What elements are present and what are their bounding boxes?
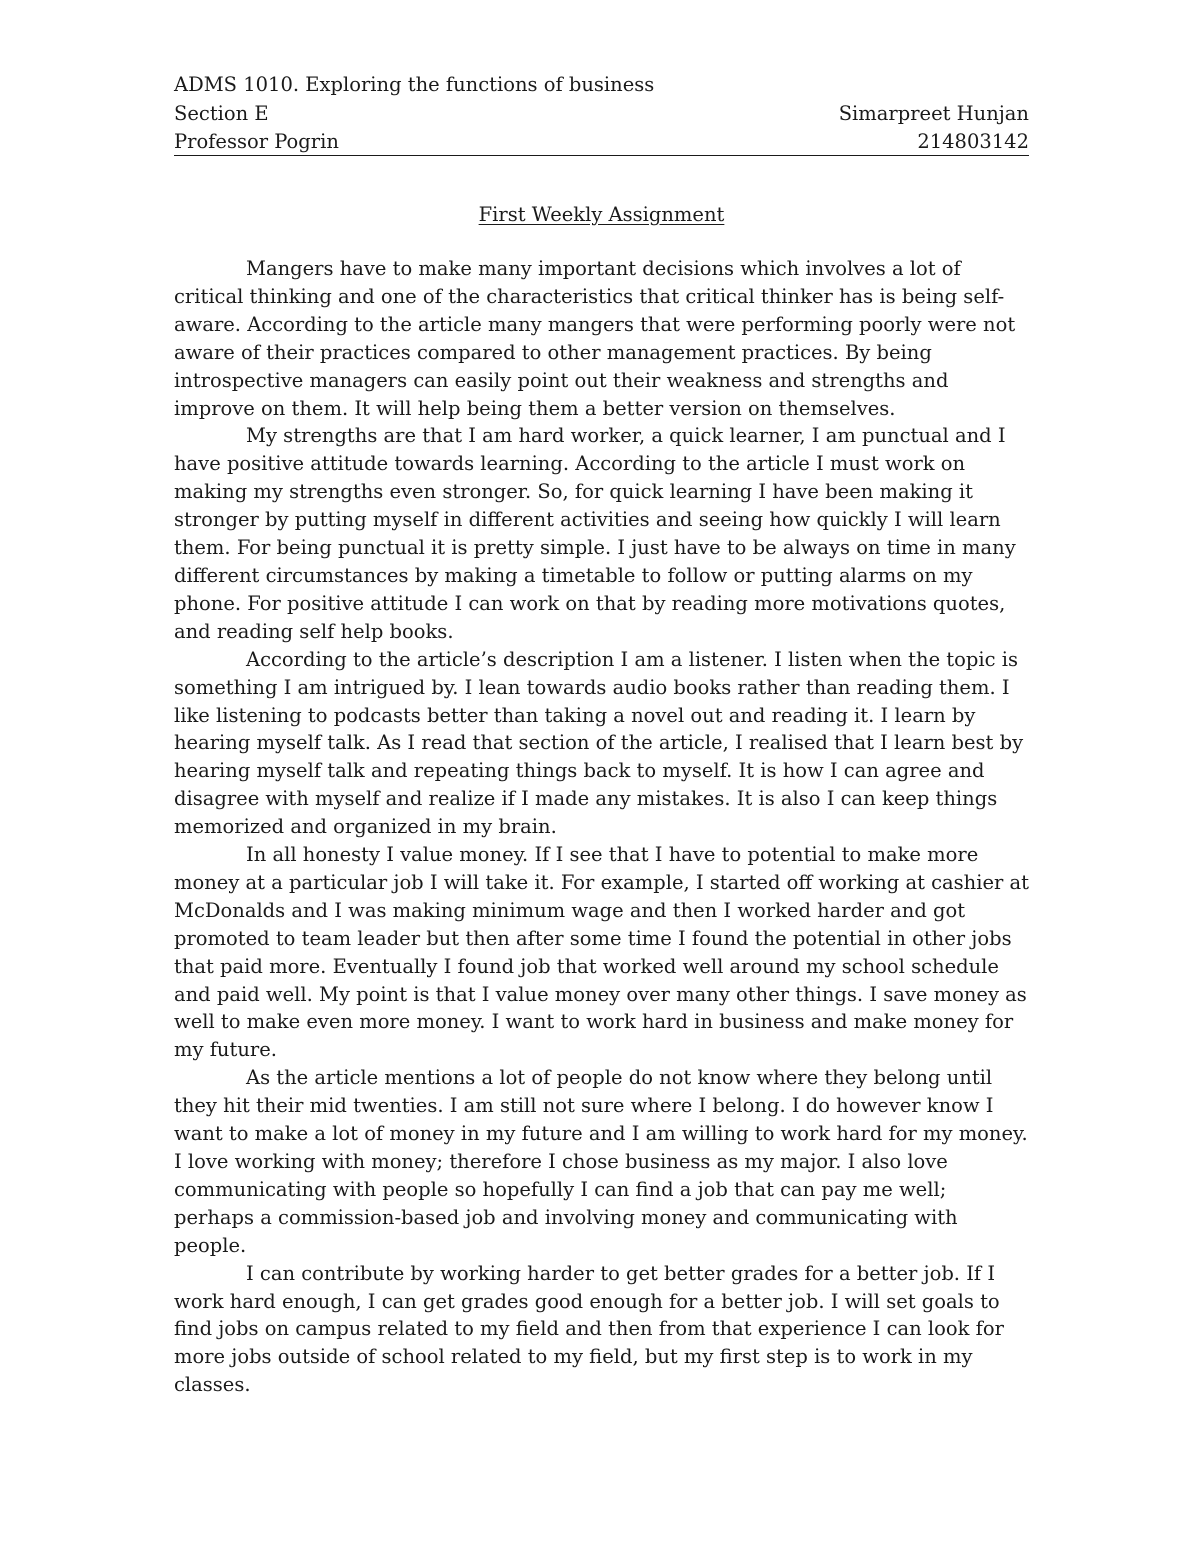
paragraph-6: I can contribute by working harder to get better grades for a better job. If I work hard enough, I can get grades good enough for a better job. I will set goals to find jobs on campus related to my field and then from that experience I can look for more jobs outside of school related to my field, but my first step is to work in my classes. <box>174 1261 1004 1397</box>
header-section-line <box>174 99 1029 128</box>
title-block <box>174 201 1029 229</box>
course-title: ADMS 1010. Exploring the functions of business <box>174 73 655 96</box>
paragraph-4: In all honesty I value money. If I see that I have to potential to make more money at a particular job I will take it. For example, I started off working at cashier at McDonalds and I was making minimum wage and then I worked harder and got promoted to team leader but then after some time I found the potential in other jobs that paid more. Eventually I found job that worked well around my school schedule and paid well. My point is that I value money over many other things. I save money as well to make even more money. I want to work hard in business and make money for my future. <box>174 843 1030 1062</box>
paragraph-1: Mangers have to make many important decisions which involves a lot of critical thinking and one of the characteristics that critical thinker has is being self-aware. According to the article many mangers that were performing poorly were not aware of their practices compared to other management practices. By being introspective managers can easily point out their weakness and strengths and improve on them. It will help being them a better version on themselves. <box>174 257 1016 420</box>
paragraph-2: My strengths are that I am hard worker, a quick learner, I am punctual and I have positive attitude towards learning. According to the article I must work on making my strengths even stronger. So, for quick learning I have been making it stronger by putting myself in different activities and seeing how quickly I will learn them. For being punctual it is pretty simple. I just have to be always on time in many different circumstances by making a timetable to follow or putting alarms on my phone. For positive attitude I can work on that by reading more motivations quotes, and reading self help books. <box>174 424 1016 643</box>
header-course-line <box>174 70 1029 99</box>
professor-name: Professor Pogrin <box>174 130 339 153</box>
student-id: 214803142 <box>917 130 1029 153</box>
document-title: First Weekly Assignment <box>478 203 725 226</box>
header-professor-line <box>174 128 1029 156</box>
section-label: Section E <box>174 102 269 125</box>
paragraph-3: According to the article’s description I am a listener. I listen when the topic is something I am intrigued by. I lean towards audio books rather than reading them. I like listening to podcasts better than taking a novel out and reading it. I learn by hearing myself talk. As I read that section of the article, I realised that I learn best by hearing myself talk and repeating things back to myself. It is how I can agree and disagree with myself and realize if I made any mistakes. It is also I can keep things memorized and organized in my brain. <box>174 647 1024 839</box>
document-page <box>174 70 1029 1399</box>
student-name: Simarpreet Hunjan <box>838 102 1029 125</box>
paragraph-5: As the article mentions a lot of people do not know where they belong until they hit their mid twenties. I am still not sure where I belong. I do however know I want to make a lot of money in my future and I am willing to work hard for my money. I love working with money; therefore I chose business as my major. I also love communicating with people so hopefully I can find a job that can pay me well; perhaps a commission-based job and involving money and communicating with people. <box>174 1066 1028 1257</box>
document-body <box>174 255 1029 1399</box>
